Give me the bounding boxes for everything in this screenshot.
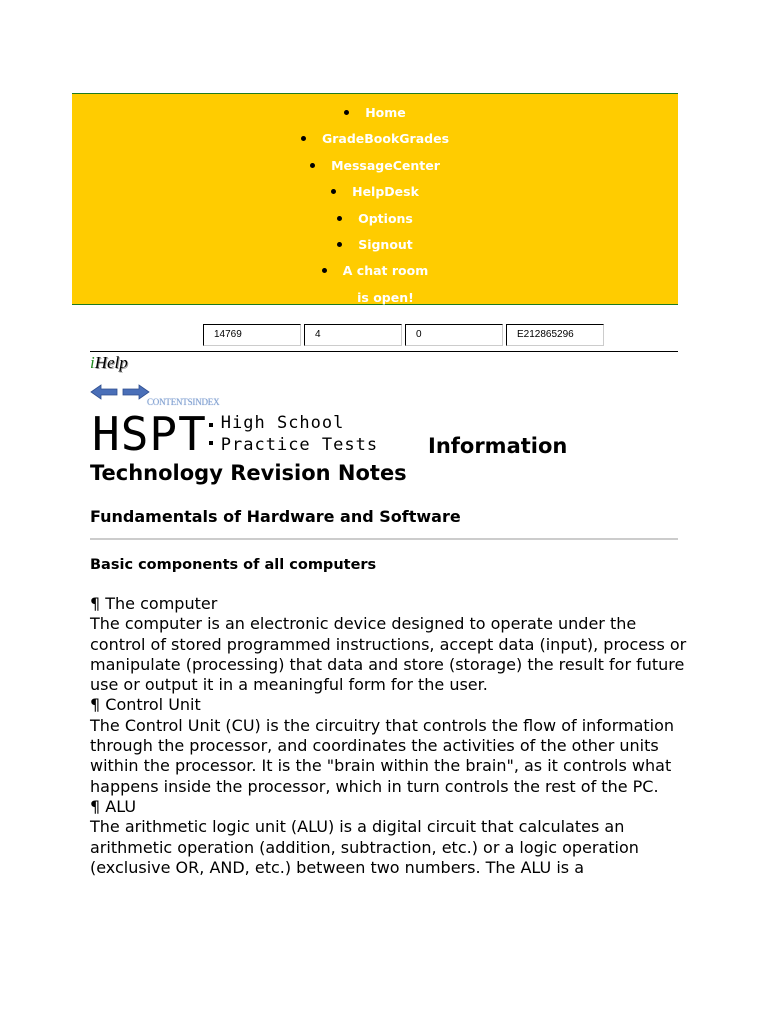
paragraph: The computer is an electronic device designed to operate under the control of stored programmed instructions, accept data (input), process or manipulate (processing) that data and store (storage) the result for future use or output it in a meaningful form for the user. [90,614,687,695]
stat-box: 0 [405,324,503,346]
index-link[interactable]: INDEX [192,397,220,407]
nav-link-gradebook[interactable]: GradeBookGrades [321,131,450,147]
nav-item-helpdesk[interactable] [72,179,678,205]
nav-item-options[interactable] [72,206,678,232]
contents-link[interactable]: CONTENTS [147,397,193,407]
bullet-icon [310,163,315,168]
hspt-logo [92,408,378,460]
bullet-icon [331,189,336,194]
hspt-logo-line2: Practice Tests [220,435,379,455]
paragraph-heading: ¶ Control Unit [90,695,201,715]
nav-link-messagecenter[interactable]: MessageCenter [331,157,440,173]
nav-item-chat-room[interactable] [72,258,678,284]
paragraph-heading: ¶ The computer [90,594,218,613]
hspt-logo-text: HSPT [92,407,207,461]
hspt-logo-dots [209,416,213,452]
stat-box: 14769 [203,324,301,346]
nav-item-chat-open[interactable] [72,285,678,311]
page-title-part2: Technology Revision Notes [90,461,407,485]
bullet-icon [337,216,342,221]
page-arrows [90,384,154,400]
nav-item-home[interactable] [72,100,678,126]
nav-item-signout[interactable] [72,232,678,258]
nav-link-signout[interactable]: Signout [358,236,413,252]
article-body [90,594,690,878]
section-title: Fundamentals of Hardware and Software [90,507,461,526]
arrow-left-icon[interactable] [90,384,118,400]
nav-link-chat-open[interactable]: is open! [357,289,414,305]
nav-item-messagecenter[interactable] [72,153,678,179]
subsection-title: Basic components of all computers [90,557,377,573]
bullet-icon [344,110,349,115]
nav-link-options[interactable]: Options [358,210,413,226]
hspt-logo-line1: High School [220,413,345,433]
toc-links [147,397,219,407]
nav-link-helpdesk[interactable]: HelpDesk [352,184,419,200]
ihelp-logo[interactable] [90,352,128,374]
paragraph: The arithmetic logic unit (ALU) is a digital circuit that calculates an arithmetic operation (addition, subtraction, etc.) or a logic operation (exclusive OR, AND, etc.) between two numbers. The ALU is a [90,817,639,877]
bullet-icon [337,242,342,247]
bullet-icon [322,268,327,273]
arrow-right-icon[interactable] [122,384,150,400]
ihelp-logo-help: Help [94,353,128,372]
stat-box: 4 [304,324,402,346]
hspt-logo-subtitle [221,412,378,456]
nav-item-gradebook[interactable] [72,126,678,152]
stats-bar [203,324,607,346]
main-nav [72,93,678,305]
paragraph-heading: ¶ ALU [90,796,137,816]
nav-link-chat-room[interactable]: A chat room [342,263,429,279]
stat-box: E212865296 [506,324,604,346]
section-divider [90,538,678,540]
nav-link-home[interactable]: Home [365,105,406,120]
paragraph: The Control Unit (CU) is the circuitry that controls the flow of information through the processor, and coordinates the activities of the other units within the processor. It is the "brain within the brain", as it controls what happens inside the processor, which in turn controls the rest of the PC. [90,715,675,796]
page-title-part1: Information [428,434,568,458]
ihelp-logo-i: i [90,353,95,372]
divider [90,351,678,352]
bullet-icon [301,136,306,141]
